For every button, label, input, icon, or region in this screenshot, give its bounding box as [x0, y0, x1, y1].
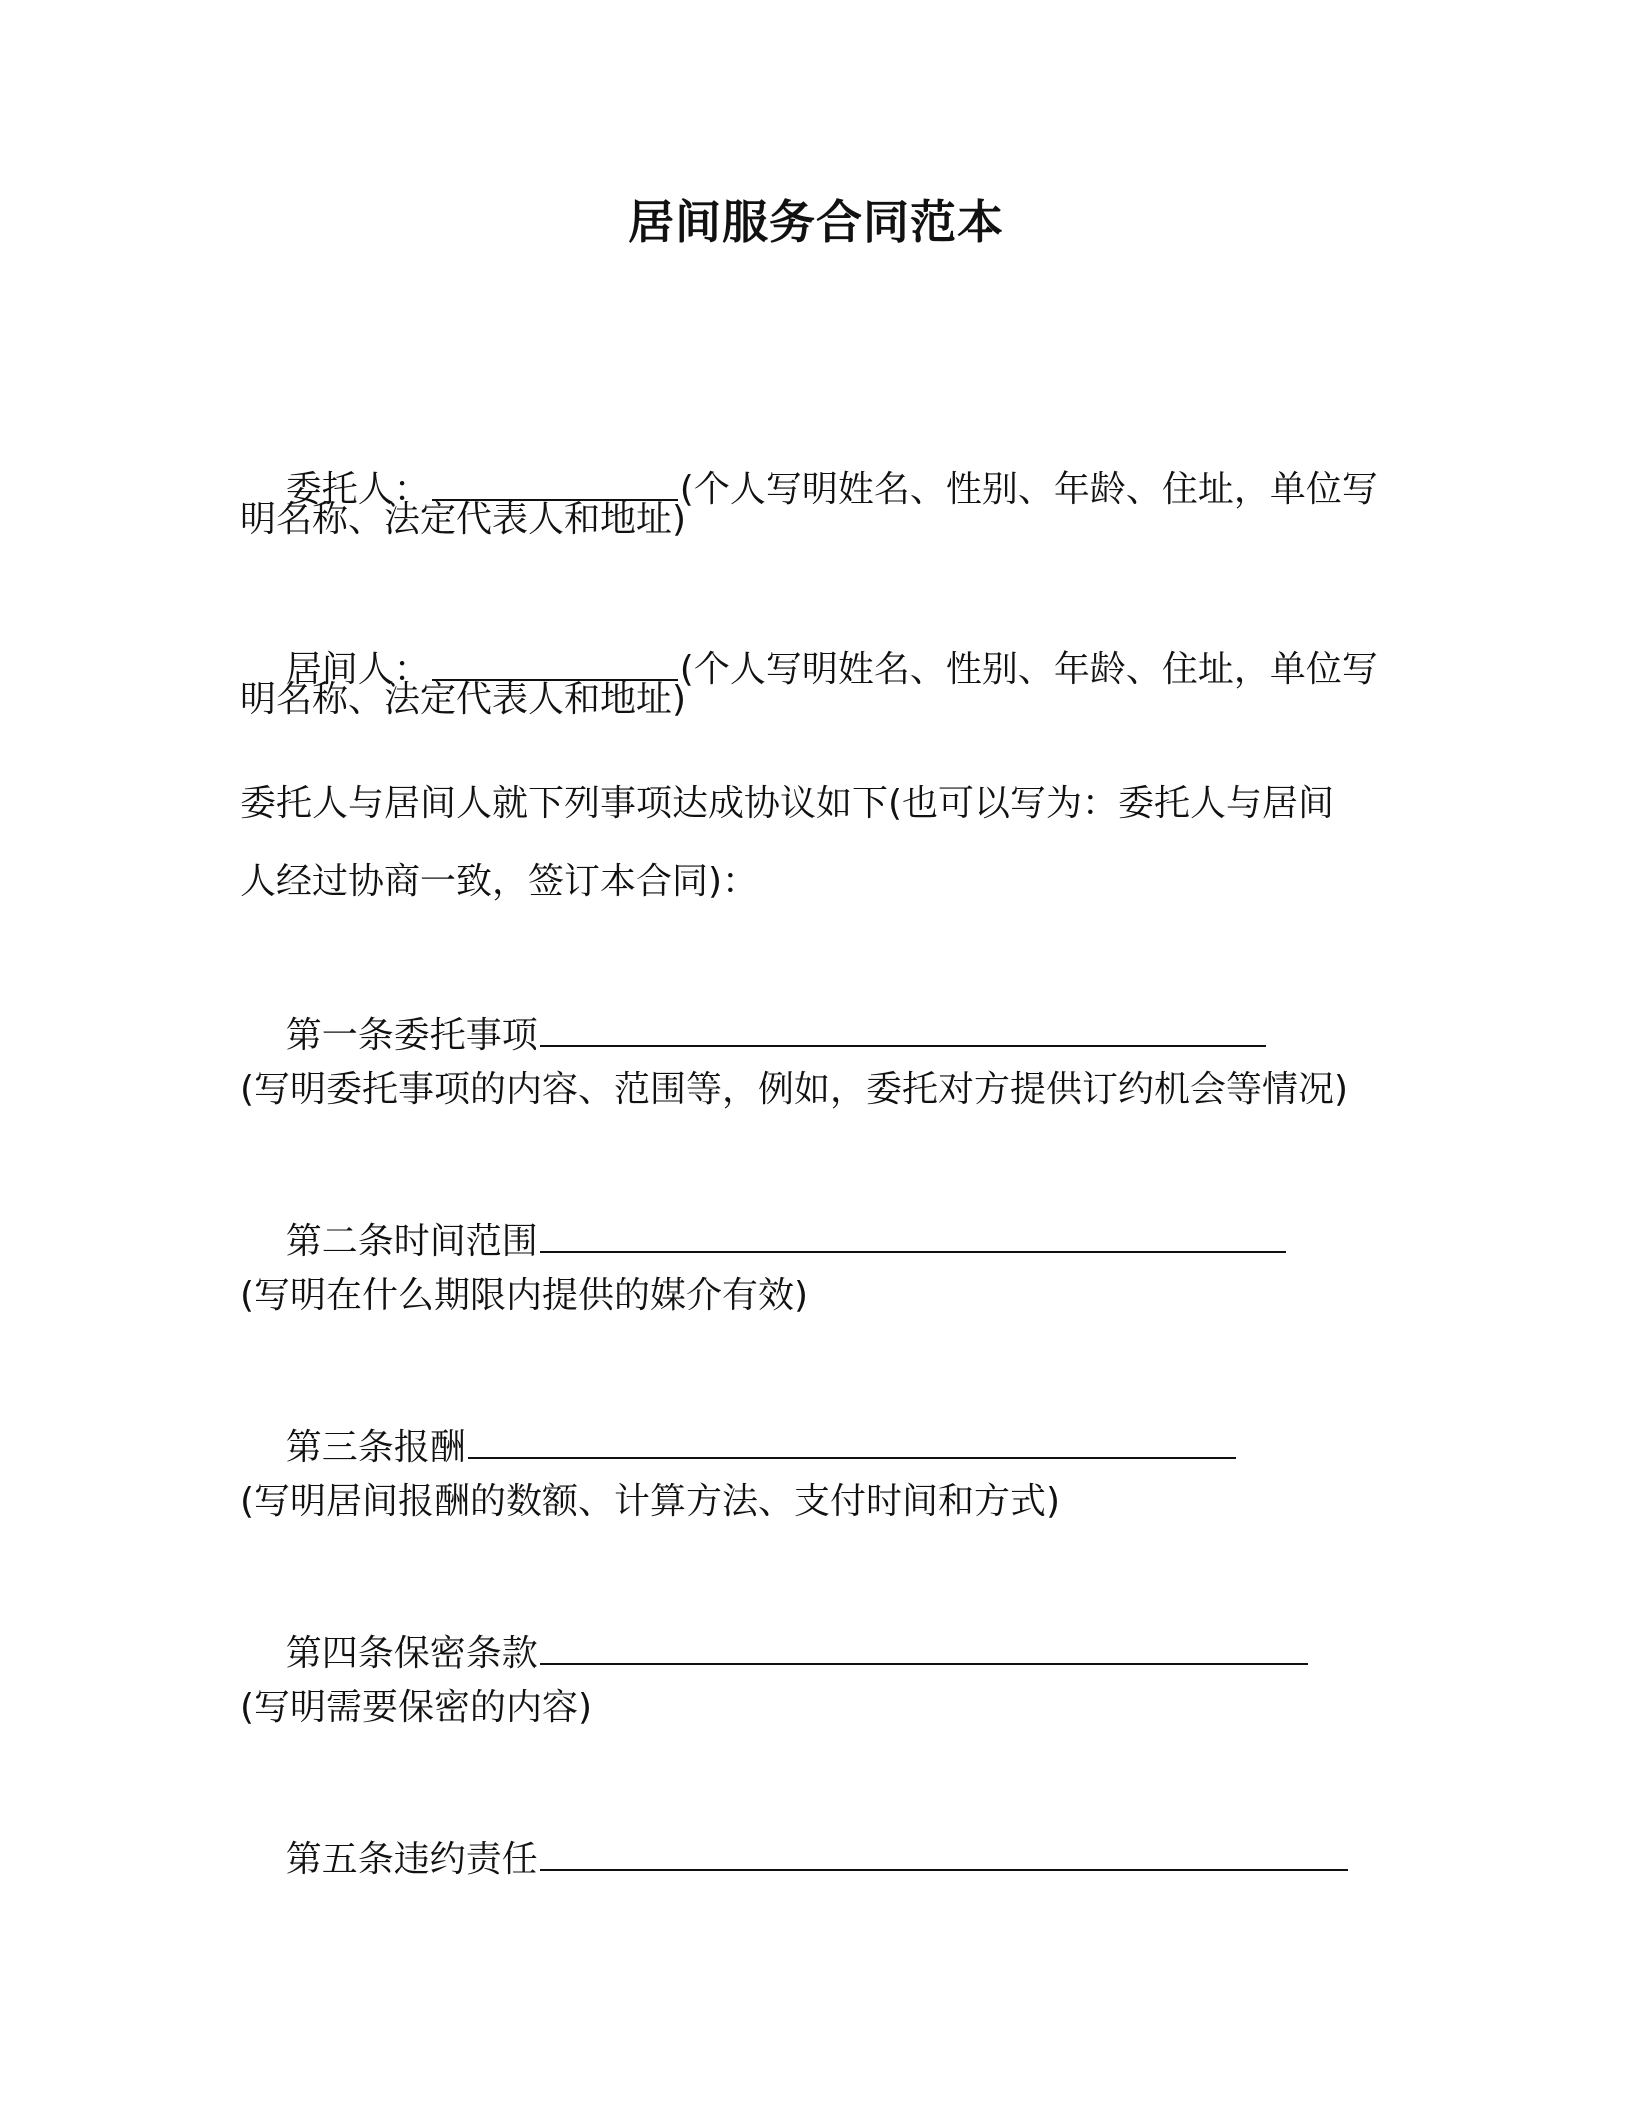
article-3-note: (写明居间报酬的数额、计算方法、支付时间和方式): [240, 1481, 1061, 1522]
principal-label: 委托人：: [285, 469, 430, 510]
article-5-heading-line: [240, 1788, 1348, 1932]
preamble-line2: 人经过协商一致，签订本合同)：: [240, 861, 759, 902]
article-4-blank[interactable]: [540, 1633, 1308, 1665]
article-2-heading: 第二条时间范围: [285, 1221, 538, 1262]
article-1-heading: 第一条委托事项: [285, 1015, 538, 1056]
intermediary-note-line1: (个人写明姓名、性别、年龄、住址，单位写: [679, 649, 1378, 690]
article-1-blank[interactable]: [540, 1015, 1266, 1047]
principal-note-line1: (个人写明姓名、性别、年龄、住址，单位写: [679, 469, 1378, 510]
article-3-blank[interactable]: [468, 1427, 1236, 1459]
preamble-line1: 委托人与居间人就下列事项达成协议如下(也可以写为：委托人与居间: [240, 783, 1335, 824]
article-5-blank[interactable]: [540, 1839, 1348, 1871]
intermediary-note-line2: 明名称、法定代表人和地址): [240, 679, 687, 720]
article-2-blank[interactable]: [540, 1221, 1286, 1253]
article-1-note: (写明委托事项的内容、范围等，例如，委托对方提供订约机会等情况): [240, 1069, 1349, 1110]
principal-note-line2: 明名称、法定代表人和地址): [240, 499, 687, 540]
article-4-heading: 第四条保密条款: [285, 1633, 538, 1674]
article-4-note: (写明需要保密的内容): [240, 1687, 593, 1728]
intermediary-label: 居间人：: [285, 649, 430, 690]
article-3-heading: 第三条报酬: [285, 1427, 466, 1468]
article-5-heading: 第五条违约责任: [285, 1839, 538, 1880]
document-title: 居间服务合同范本: [628, 195, 1004, 249]
article-2-note: (写明在什么期限内提供的媒介有效): [240, 1275, 809, 1316]
